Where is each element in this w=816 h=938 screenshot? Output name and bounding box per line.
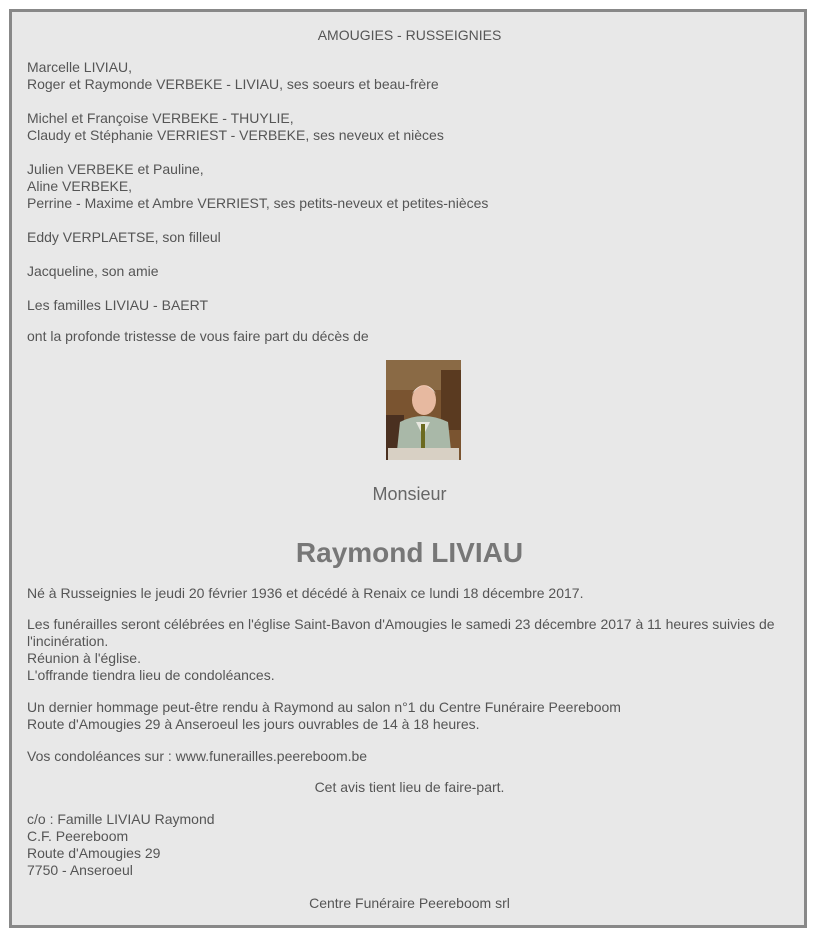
obituary-frame [9,9,807,928]
contact-address [27,811,792,879]
family-line: Michel et Françoise VERBEKE - THUYLIE, [27,110,294,126]
funeral-line: L'offrande tiendra lieu de condoléances. [27,667,275,683]
contact-line: c/o : Famille LIVIAU Raymond [27,811,215,827]
announcement-text: ont la profonde tristesse de vous faire part du décès de [27,328,369,344]
family-families: Les familles LIVIAU - BAERT [27,297,209,313]
funeral-line: Les funérailles seront célébrées en l'église Saint-Bavon d'Amougies le samedi 23 décembre 2017 à 11 heures suivies de l'incinération. [27,616,775,649]
contact-line: 7750 - Anseroeul [27,862,133,878]
family-line: Roger et Raymonde VERBEKE - LIVIAU, ses soeurs et beau-frère [27,76,439,92]
family-line: Julien VERBEKE et Pauline, [27,161,204,177]
family-friend: Jacqueline, son amie [27,263,159,279]
funeral-line: Réunion à l'église. [27,650,141,666]
location-header: AMOUGIES - RUSSEIGNIES [317,27,502,43]
family-line: Perrine - Maxime et Ambre VERRIEST, ses petits-neveux et petites-nièces [27,195,489,211]
family-group-grandnephews [27,161,792,212]
family-group-nephews [27,110,792,144]
tribute-line: Un dernier hommage peut-être rendu à Raymond au salon n°1 du Centre Funéraire Peereboom [27,699,621,715]
portrait-photo [386,360,461,460]
funeral-details [27,616,792,684]
notice-text: Cet avis tient lieu de faire-part. [314,779,505,795]
condolences-link: Vos condoléances sur : www.funerailles.peereboom.be [27,748,368,764]
family-godson: Eddy VERPLAETSE, son filleul [27,229,221,245]
family-group-siblings [27,59,792,93]
tribute-details [27,699,792,733]
family-line: Marcelle LIVIAU, [27,59,133,75]
birth-death-text: Né à Russeignies le jeudi 20 février 1936 et décédé à Renaix ce lundi 18 décembre 2017. [27,585,584,601]
deceased-title: Monsieur [372,484,447,504]
deceased-name: Raymond LIVIAU [295,537,524,568]
footer-text: Centre Funéraire Peereboom srl [309,895,510,911]
contact-line: C.F. Peereboom [27,828,129,844]
contact-line: Route d'Amougies 29 [27,845,161,861]
tribute-line: Route d'Amougies 29 à Anseroeul les jours ouvrables de 14 à 18 heures. [27,716,480,732]
family-line: Aline VERBEKE, [27,178,133,194]
family-line: Claudy et Stéphanie VERRIEST - VERBEKE, ses neveux et nièces [27,127,444,143]
